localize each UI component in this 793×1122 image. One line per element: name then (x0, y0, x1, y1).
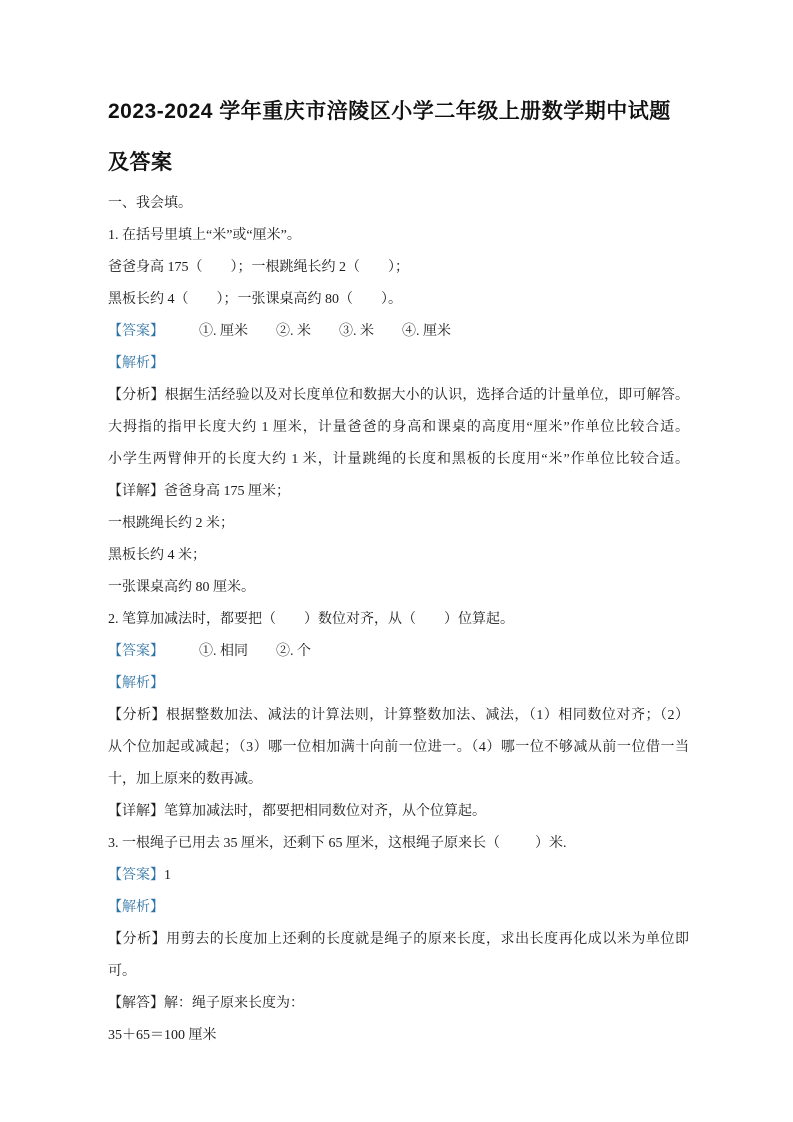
question-2-analysis-line-2 (108, 732, 689, 764)
text-segment: ①. 厘米 ②. 米 ③. 米 ④. 厘米 (157, 324, 451, 339)
question-1-analysis-line-2 (108, 412, 689, 444)
question-2-detail-line (108, 796, 689, 828)
question-1-detail-line-3 (108, 540, 689, 572)
question-1-text (108, 220, 689, 252)
marker-label: 【解析】 (108, 356, 164, 371)
text-segment: 一根跳绳长约 2 米； (108, 516, 234, 531)
question-3-analysis-line-2 (108, 956, 689, 988)
question-2-analysis-line-1 (108, 700, 689, 732)
text-segment: 可。 (108, 964, 136, 979)
marker-label: 【答案】 (108, 868, 164, 883)
text-segment: ①. 相同 ②. 个 (157, 644, 311, 659)
page-title-line-1: 2023-2024 学年重庆市涪陵区小学二年级上册数学期中试题 (108, 100, 671, 123)
question-3-text (108, 828, 689, 860)
marker-label: 【答案】 (108, 644, 157, 659)
text-segment: 1 (164, 868, 171, 883)
text-segment: 黑板长约 4 米； (108, 548, 206, 563)
text-segment: 1. 在括号里填上“米”或“厘米”。 (108, 228, 301, 243)
text-segment: 十，加上原来的数再减。 (108, 772, 262, 787)
text-segment: 35＋65＝100 厘米 (108, 1028, 217, 1043)
question-3-analysis-line-1 (108, 924, 689, 956)
text-segment: 黑板长约 4（ ）；一张课桌高约 80（ ）。 (108, 292, 402, 307)
text-segment: 一、我会填。 (108, 196, 192, 211)
marker-label: 【解析】 (108, 900, 164, 915)
text-segment: 从个位加起或减起；（3）哪一位相加满十向前一位进一。（4）哪一位不够减从前一位借一当 (108, 740, 689, 755)
text-segment: 一张课桌高约 80 厘米。 (108, 580, 255, 595)
question-1-analysis-line-3 (108, 444, 689, 476)
text-segment: 【分析】根据整数加法、减法的计算法则，计算整数加法、减法，（1）相同数位对齐；（2） (108, 708, 689, 723)
question-1-analysis-heading (108, 348, 689, 380)
question-1-blank-line-1 (108, 252, 689, 284)
question-1-blank-line-2 (108, 284, 689, 316)
question-3-equation-line (108, 1020, 689, 1052)
text-segment: 3. 一根绳子已用去 35 厘米，还剩下 65 厘米，这根绳子原来长（ ）米. (108, 836, 567, 851)
question-1-detail-line-2 (108, 508, 689, 540)
question-2-answer-line (108, 636, 689, 668)
question-1-answer-line (108, 316, 689, 348)
text-segment: 【分析】根据生活经验以及对长度单位和数据大小的认识，选择合适的计量单位，即可解答。 (108, 388, 689, 403)
question-1-analysis-line-1 (108, 380, 689, 412)
text-segment: 小学生两臂伸开的长度大约 1 米，计量跳绳的长度和黑板的长度用“米”作单位比较合适。 (108, 452, 689, 467)
page-title-line-2: 及答案 (108, 151, 173, 174)
question-3-solution-line (108, 988, 689, 1020)
question-1-detail-line-4 (108, 572, 689, 604)
question-3-analysis-heading (108, 892, 689, 924)
question-1-detail-line-1 (108, 476, 689, 508)
marker-label: 【解析】 (108, 676, 164, 691)
text-segment: 【解答】解：绳子原来长度为： (108, 996, 304, 1011)
text-segment: 【详解】笔算加减法时，都要把相同数位对齐，从个位算起。 (108, 804, 486, 819)
text-segment: 爸爸身高 175（ ）；一根跳绳长约 2（ ）； (108, 260, 409, 275)
text-segment: 【详解】爸爸身高 175 厘米； (108, 484, 290, 499)
marker-label: 【答案】 (108, 324, 157, 339)
question-2-analysis-heading (108, 668, 689, 700)
section-1-heading (108, 188, 689, 220)
question-2-analysis-line-3 (108, 764, 689, 796)
text-segment: 大拇指的指甲长度大约 1 厘米，计量爸爸的身高和课桌的高度用“厘米”作单位比较合适。 (108, 420, 689, 435)
text-segment: 2. 笔算加减法时，都要把（ ）数位对齐，从（ ）位算起。 (108, 612, 514, 627)
question-2-text (108, 604, 689, 636)
document-body (108, 188, 689, 1052)
question-3-answer-line (108, 860, 689, 892)
text-segment: 【分析】用剪去的长度加上还剩的长度就是绳子的原来长度，求出长度再化成以米为单位即 (108, 932, 689, 947)
